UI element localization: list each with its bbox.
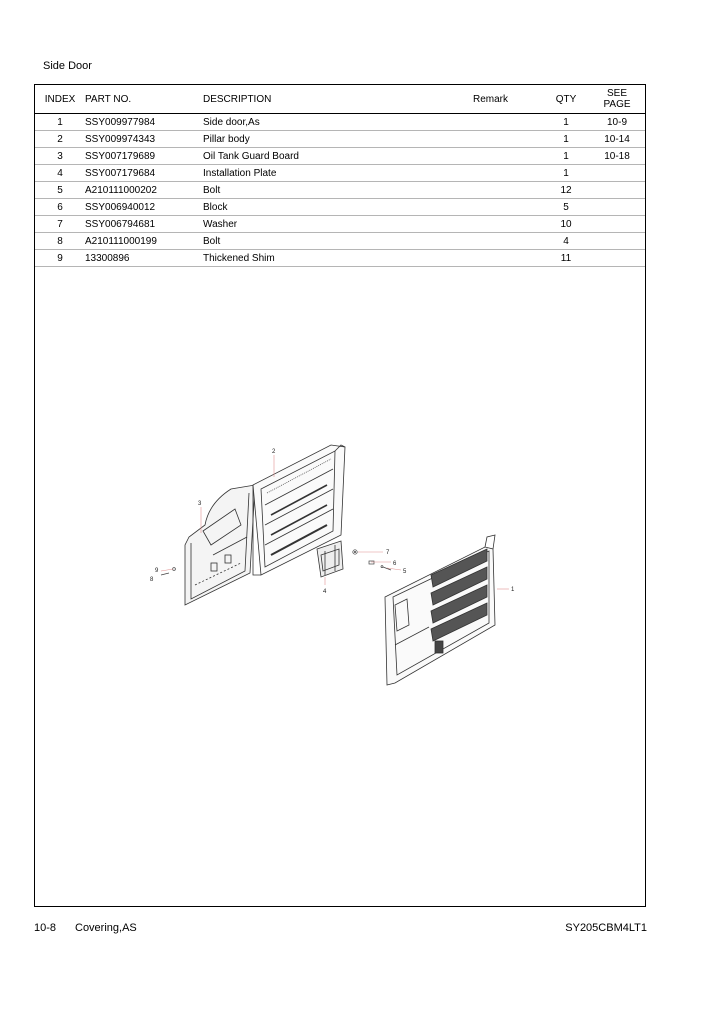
callout-8: 8	[150, 577, 154, 583]
page-title: Side Door	[43, 60, 92, 72]
footer-section: Covering,AS	[75, 922, 137, 934]
cell-part-no: SSY009974343	[85, 131, 203, 148]
cell-description: Washer	[203, 216, 473, 233]
cell-index: 6	[35, 199, 85, 216]
header-index: INDEX	[35, 85, 85, 114]
cell-part-no: SSY006794681	[85, 216, 203, 233]
cell-index: 2	[35, 131, 85, 148]
cell-qty: 1	[543, 114, 589, 131]
parts-frame	[34, 84, 646, 907]
callout-7: 7	[386, 550, 390, 556]
cell-qty: 1	[543, 148, 589, 165]
cell-part-no: SSY006940012	[85, 199, 203, 216]
cell-index: 1	[35, 114, 85, 131]
cell-description: Pillar body	[203, 131, 473, 148]
cell-see-page: 10-9	[589, 114, 645, 131]
cell-description: Side door,As	[203, 114, 473, 131]
header-description: DESCRIPTION	[203, 85, 473, 114]
callout-2: 2	[272, 449, 276, 455]
callout-6: 6	[393, 561, 397, 567]
cell-qty: 1	[543, 131, 589, 148]
cell-description: Bolt	[203, 233, 473, 250]
callout-5: 5	[403, 569, 407, 575]
cell-part-no: 13300896	[85, 250, 203, 267]
header-qty: QTY	[543, 85, 589, 114]
footer-model: SY205CBM4LT1	[565, 922, 647, 934]
cell-part-no: SSY007179684	[85, 165, 203, 182]
cell-description: Block	[203, 199, 473, 216]
cell-index: 4	[35, 165, 85, 182]
cell-description: Oil Tank Guard Board	[203, 148, 473, 165]
cell-index: 9	[35, 250, 85, 267]
cell-qty: 10	[543, 216, 589, 233]
cell-index: 7	[35, 216, 85, 233]
cell-index: 8	[35, 233, 85, 250]
cell-part-no: SSY009977984	[85, 114, 203, 131]
exploded-view-drawing	[35, 85, 645, 905]
cell-description: Bolt	[203, 182, 473, 199]
header-see-page: SEE PAGE	[589, 85, 645, 114]
cell-qty: 5	[543, 199, 589, 216]
side-door-assembly-drawing	[385, 535, 495, 685]
cell-qty: 4	[543, 233, 589, 250]
cell-index: 5	[35, 182, 85, 199]
cell-part-no: SSY007179689	[85, 148, 203, 165]
header-remark: Remark	[473, 85, 543, 114]
callout-3: 3	[198, 501, 202, 507]
header-part-no: PART NO.	[85, 85, 203, 114]
cell-qty: 1	[543, 165, 589, 182]
cell-part-no: A210111000199	[85, 233, 203, 250]
cell-index: 3	[35, 148, 85, 165]
cell-description: Installation Plate	[203, 165, 473, 182]
cell-see-page: 10-18	[589, 148, 645, 165]
oil-tank-guard-board-drawing	[185, 485, 255, 605]
footer-page-number: 10-8	[34, 922, 57, 934]
cell-qty: 12	[543, 182, 589, 199]
cell-see-page: 10-14	[589, 131, 645, 148]
cell-description: Thickened Shim	[203, 250, 473, 267]
cell-part-no: A210111000202	[85, 182, 203, 199]
callout-4: 4	[323, 589, 327, 595]
installation-plate-drawing	[317, 541, 343, 577]
callout-1: 1	[511, 587, 515, 593]
cell-qty: 11	[543, 250, 589, 267]
callout-9: 9	[155, 568, 159, 574]
